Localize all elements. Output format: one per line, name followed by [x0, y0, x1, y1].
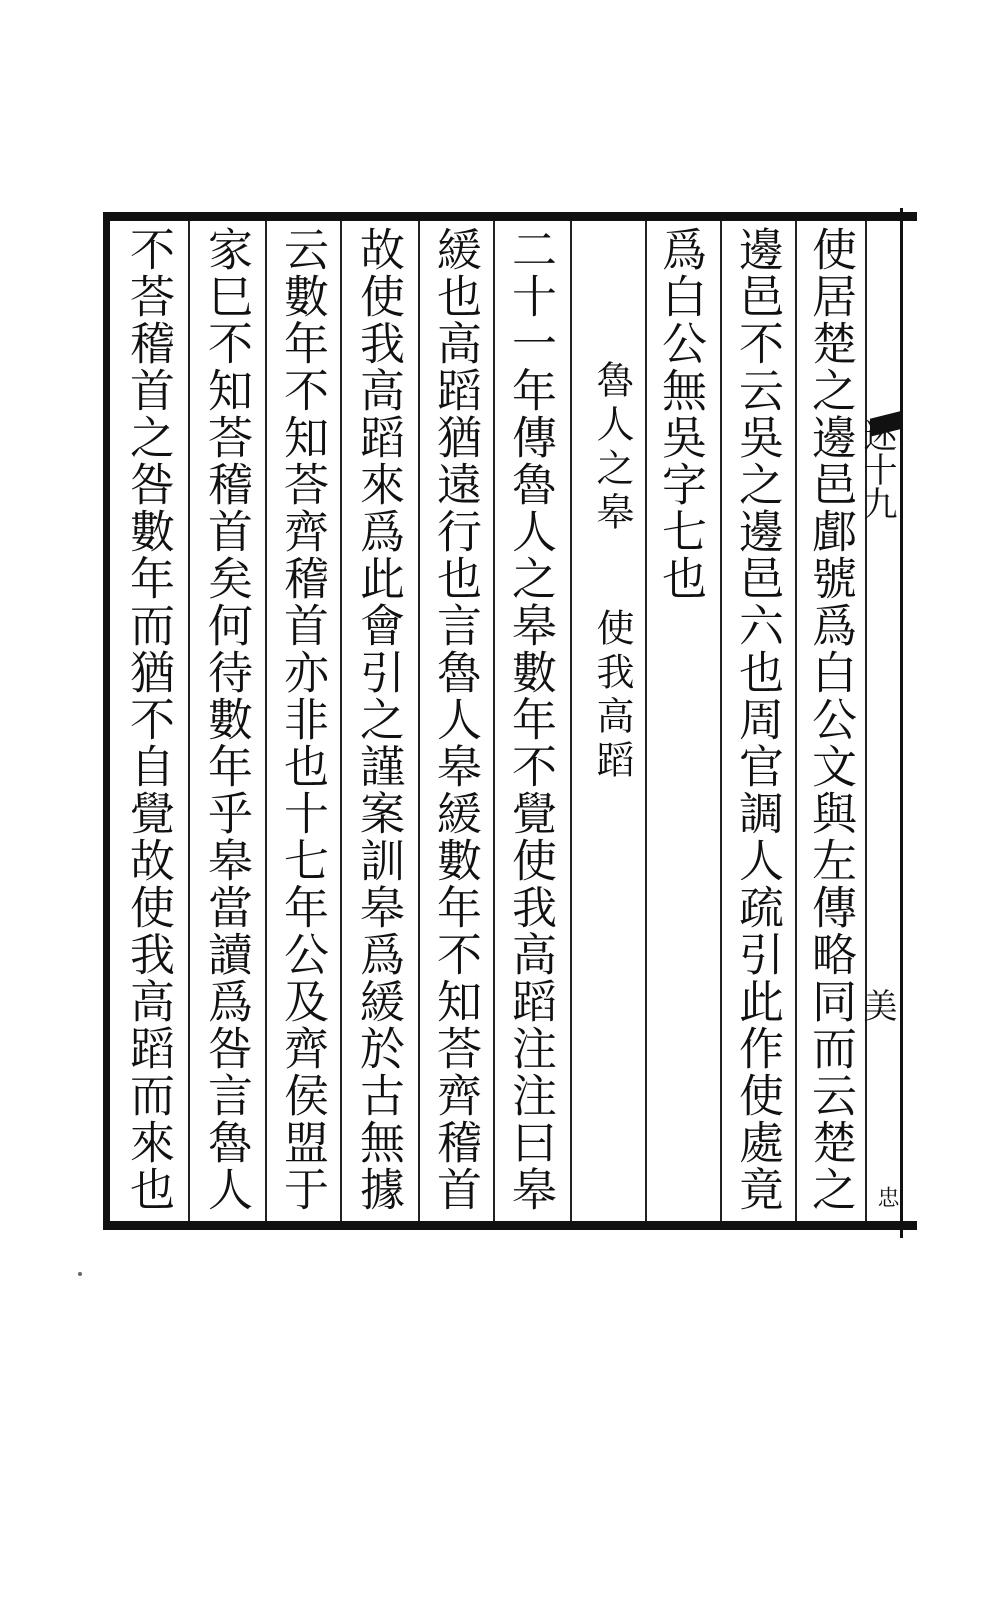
- fold-column: [857, 228, 902, 1228]
- text-column: 家巳不知荅稽首矣何待數年乎皋當讀爲咎言魯人: [200, 226, 253, 1213]
- text-column: 云數年不知荅齊稽首亦非也十七年公及齊侯盟于: [276, 226, 329, 1213]
- fold-foot: 忠: [874, 1186, 899, 1208]
- text-column: 邊邑不云吳之邊邑六也周官調人疏引此作使處竟: [731, 226, 784, 1213]
- column-rule: [188, 221, 190, 1221]
- heading-column: 使我高蹈: [590, 608, 634, 784]
- text-column: 緩也高蹈猶遠行也言魯人皋緩數年不知荅齊稽首: [429, 226, 482, 1213]
- column-rule: [570, 221, 572, 1221]
- heading-column: 魯人之皋: [590, 360, 634, 536]
- text-column: 爲白公無吳字七也: [654, 226, 707, 602]
- fold-page-number: 美: [857, 988, 897, 1022]
- fold-title: 述十九: [857, 418, 897, 520]
- text-column: 使居楚之邊邑䣜號爲白公文與左傳略同而云楚之: [804, 226, 857, 1213]
- paper-speck: [78, 1272, 82, 1276]
- text-column: 故使我高蹈來爲此會引之謹案訓皋爲緩於古無據: [352, 226, 405, 1213]
- column-rule: [645, 221, 647, 1221]
- column-rule: [720, 221, 722, 1221]
- column-rule: [340, 221, 342, 1221]
- fold-border: [900, 208, 921, 1238]
- text-column: 二十一年傳魯人之皋數年不覺使我高蹈注注曰皋: [504, 226, 557, 1213]
- column-rule: [265, 221, 267, 1221]
- column-rule: [795, 221, 797, 1221]
- text-column: 不荅稽首之咎數年而猶不自覺故使我高蹈而來也: [122, 226, 175, 1213]
- column-rule: [493, 221, 495, 1221]
- column-rule: [418, 221, 420, 1221]
